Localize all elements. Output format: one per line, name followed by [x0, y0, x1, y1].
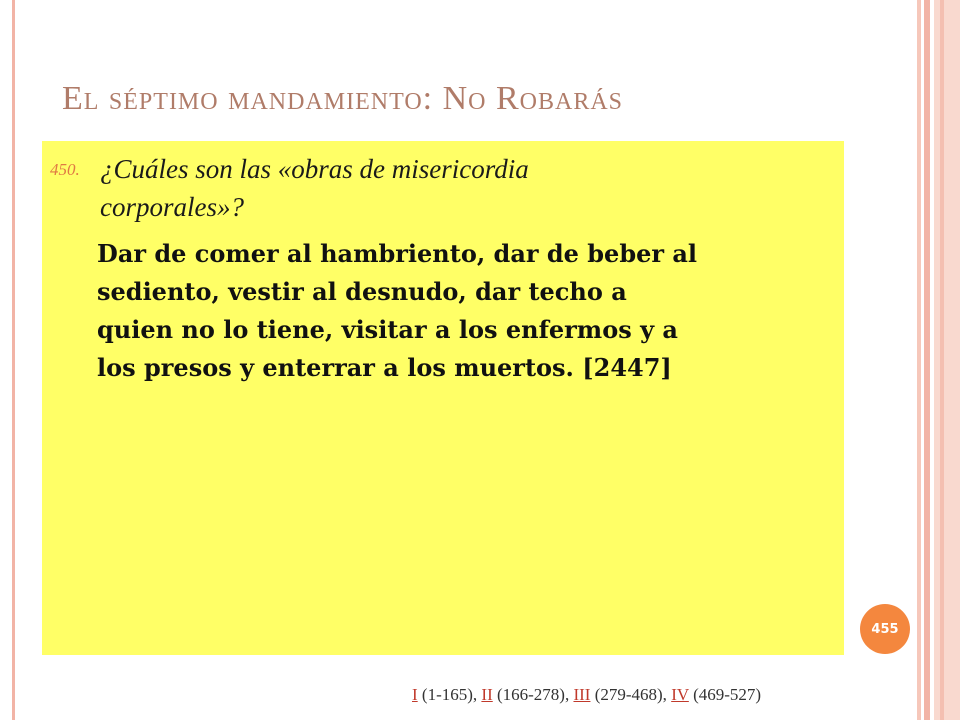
answer-line: los presos y enterrar a los muertos. [2447]	[97, 353, 672, 382]
question-line-1: ¿Cuáles son las «obras de misericordia	[100, 154, 529, 184]
nav-link-part-2[interactable]: II	[481, 685, 493, 704]
answer-text	[97, 235, 842, 387]
nav-link-part-1[interactable]: I	[412, 685, 418, 704]
answer-line: Dar de comer al hambriento, dar de beber al	[97, 239, 698, 268]
nav-range-part-1: (1-165),	[421, 685, 478, 704]
question-line-2: corporales»?	[100, 192, 244, 222]
section-nav	[412, 685, 852, 705]
answer-line: sediento, vestir al desnudo, dar techo a	[97, 277, 627, 306]
answer-line: quien no lo tiene, visitar a los enfermos y a	[97, 315, 678, 344]
nav-range-part-4: (469-527)	[693, 685, 762, 704]
nav-range-part-3: (279-468),	[594, 685, 667, 704]
right-frame-stripe	[917, 0, 921, 720]
right-frame-stripe	[924, 0, 930, 720]
nav-range-part-2: (166-278),	[496, 685, 570, 704]
page-number-badge: 455	[860, 604, 910, 654]
nav-link-part-4[interactable]: IV	[671, 685, 689, 704]
right-frame-stripe	[940, 0, 944, 720]
nav-link-part-3[interactable]: III	[573, 685, 591, 704]
question-text	[100, 150, 800, 226]
question-number: 450.	[50, 160, 80, 179]
left-frame-stripe	[12, 0, 15, 720]
right-frame-stripe	[934, 0, 960, 720]
slide-title: El séptimo mandamiento: No Robarás	[62, 80, 624, 117]
